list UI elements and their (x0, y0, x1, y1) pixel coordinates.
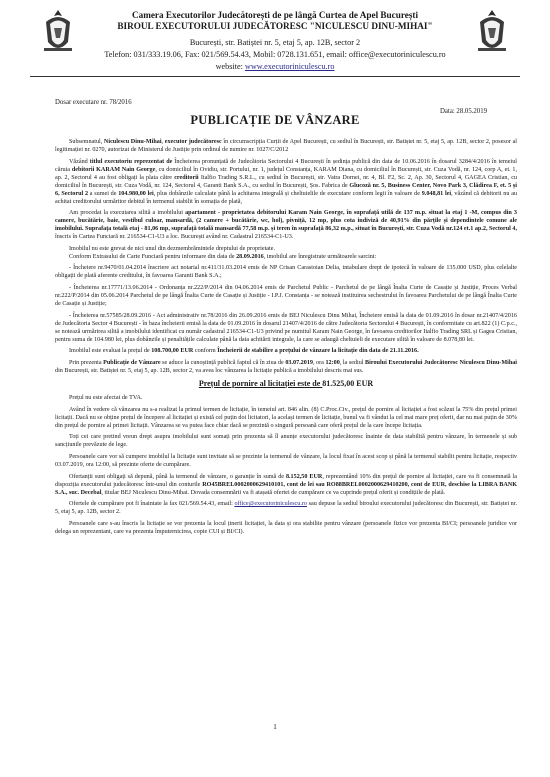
charge-item-2: - Încheierea nr.17771/13.06.2014 - Ordonanța nr.222/P/2014 din 04.06.2014 emis de Parchetul Public - Parchetul de pe lângă Înalta Curte de Casație și Justiție, Proces Verbal nr.222/P/2014 din 05.06.2014 Parchetul de pe lângă Înalta Curte de Casație și Justiție - I.P.J. Constanța - se notează instituirea sechestrului în favoarea Parchetului de pe lângă Înalta Curte de Casație și Justiție; (55, 284, 517, 307)
header-contacts: Telefon: 031/333.19.06, Fax: 021/569.54.43, Mobil: 0728.131.651, email: office@executoriniculescu.ro (104, 50, 446, 59)
paragraph-vat: Prețul nu este afectat de TVA. (69, 395, 143, 402)
header-chamber: Camera Executorilor Judecătorești de pe lângă Curtea de Apel București (131, 10, 419, 20)
paragraph-attendance: Persoanele care s-au înscris la licitație se vor prezenta la locul ținerii licitației, la data și ora stabilite pentru vânzare (persoanele fizice vor prezenta BI/CI; persoanele juridice vor delega un reprezentant, care va prezenta împuternicirea, copie CUI și BI/CI). (55, 520, 517, 535)
header-divider (30, 76, 520, 77)
header-website-line (0, 62, 550, 71)
header-address: București, str. Batiștei nr. 5, etaj 5, ap. 12B, sector 2 (189, 38, 361, 47)
paragraph-bidders: Persoanele care vor să cumpere imobilul la licitație sunt invitate să se prezinte la termenul de vânzare, la locul fixat în acest scop și până la termenul stabilit pentru licitație, respectiv 03.07.2019, ora 12:00, să prezinte oferte de cumpărare. (55, 453, 517, 468)
paragraph-valuation: Imobilul este evaluat la prețul de 108.700,00 EUR conform Încheierii de stabilire a prețului de vânzare la licitație din data de 21.11.2016. (69, 348, 419, 355)
email-link[interactable]: office@executoriniculescu.ro (234, 501, 307, 508)
paragraph-encumbrance: Imobilul nu este grevat de nici unul din dezmembrămintele dreptului de proprietate. (69, 245, 275, 252)
paragraph-offers: Ofertele de cumpărare pot fi înaintate la fax 021/569.54.43, email: office@executoriniculescu.ro sau depuse la sediul biroului executorului judecătoresc din București, str. Batiștei nr. 5, etaj 5, ap. 12B, sector 2. (55, 501, 517, 516)
paragraph-price-reduction: Având în vedere că vânzarea nu s-a realizat la primul termen de licitație, în temeiul art. 846 alin. (8) C.Proc.Civ., prețul de pornire al licitației a fost scăzut la 75% din prețul primei licitații. Dacă nu se obține prețul de începere al licitației și există cel puțin doi licitatori, la același termen de licitație, bunul va fi vândut la cel mai mare preț oferit, dar nu mai puțin de 30% din prețul de pornire al primei licitații. Vânzarea se va putea face chiar dacă se prezintă o singură persoană care oferă prețul de la care începe licitația. (55, 406, 517, 429)
website-link[interactable]: www.executoriniculescu.ro (244, 62, 335, 71)
website-label: website: (215, 62, 245, 71)
document-body (55, 138, 517, 539)
paragraph-auction-notice: Prin prezenta Publicație de Vânzare se aduce la cunoștință publică faptul că în ziua de 03.07.2019, ora 12:00, la sediul Biroului Executorului Judecătoresc Niculescu Dinu-Mihai din București, str. Batiștei nr. 5, etaj 5, ap. 12B, sector 2, va avea loc vânzarea la licitație publică a imobilului descris mai sus. (55, 359, 518, 374)
header-office-name: BIROUL EXECUTORULUI JUDECĂTORESC "NICULESCU DINU-MIHAI" (117, 21, 433, 31)
document-date: Data: 28.05.2019 (440, 108, 488, 115)
paragraph-land-registry: Conform Extrasului de Carte Funciară pentru informare din data de 28.09.2016, imobilul are înregistrate următoarele sarcini: (69, 253, 377, 260)
page-number: 1 (273, 722, 277, 731)
paragraph-property: Am procedat la executarea silită a imobilului apartament - proprietatea debitorului Karam Nain George, în suprafață utilă de 137 m.p. situat la etaj 1 -M, compus din 3 camere, bucătărie, baie, vestibul culoar, mansardă, (2 camere + bucătărie, wc, hol), pivniță, 12 mp, plus cota indiviză de 40,91% din părțile și dependintele comune ale imobilului. Suprafața totală etaj - 81,06 mp, suprafață totală mansardă 77,58 m.p. și teren în suprafață 86,32 m.p., situat în București, str. Cuza Vodă nr.124 et.1 ap.2, Sectorul 4, înscris în Cartea Funciară nr. 216534-C1-U3 a loc. București având nr. Cadastral 216534-C1-U3. (55, 210, 517, 241)
paragraph-guarantee: Ofertanții sunt obligați să depună, până la termenul de vânzare, o garanție în sumă de 8.152,50 EUR, reprezentând 10% din prețul de pornire al licitației, care va fi consemnată la dispoziția executorului judecătoresc într-unul din conturile RO45BREL0002000629410101, cont de lei sau RO88BREL0002000629410200, cont de EUR, deschise la LIBRA BANK S.A., suc. Decebal, titular BEJ Niculescu Dinu-Mihai. Dovada consemnării va fi atașată ofertei de cumpărare ce va cuprinde prețul oferit și condițiile de plată. (55, 473, 517, 496)
case-number: Dosar executare nr. 78/2016 (55, 99, 132, 106)
starting-price-heading: Prețul de pornire al licitației este de 81.525,00 EUR (198, 378, 374, 388)
paragraph-claims: Toți cei care pretind vreun drept asupra imobilului sunt somați prin prezenta să îl anunțe executorului judecătoresc înainte de data stabilită pentru vânzare, în termenele și sub sancțiunile prevăzute de lege. (55, 434, 517, 449)
paragraph-enforcement-title: Văzând titlul executoriu reprezentat de Încheierea pronunțată de Judecătoria Sectorului 4 București în ședința publică din data de 10.06.2016 în dosarul 3284/4/2016 în temeiul căruia debitorii KARAM Nain George, cu domiciliul în Ovidiu, str. Portului, nr. 1, județul Constanța, KARAM Diana, cu domiciliul în București, str. Cuza Vodă, nr. 124, corp A, et. 1, ap. 2, Sectorul 4 au fost obligați la plata către creditorii Italfio Trading S.R.L., cu sediul în București, str. Vatra Dornei, nr. 4, Bl. F2, Sc. 2, Ap. 30, Sectorul 4, GAGEA Cristian, cu domiciliul în București, str. Cuza Vodă, nr. 124, Sectorul 4, Garanti Bank S.A., cu sediul în București, Șos. Fabrica de Glucoză nr. 5, Business Center, Novo Park 3, Clădirea F, et. 5 și 6, Sectorul 2 a sumei de 104.980,00 lei, plus dobânzile calculate până la achitarea integrală și cheltuielile de executare conform legii în valoare de 9.048,81 lei, văzând că debitorii nu au achitat creditorului urmăritor debitul în termenul stabilit în somația de plată, (55, 158, 518, 205)
charge-item-1: - Încheiere nr.9470/01.04.2014 înscriere act notarial nr.411/31.03.2014 emis de NP Crisan Carastoian Delia, intabulare drept de ipotecă în valoare de 135.000 USD, plus celelalte obligații de plată aferente creditului, în favoarea Garanti Bank S.A.; (55, 265, 517, 280)
paragraph-intro: Subsemnatul, Niculescu Dinu-Mihai, executor judecătoresc în circumscripția Curții de Apel București, cu sediul în București, str. Batiștei nr. 5, etaj 5, ap. 12B, sector 2, posesor al legitimației nr. 0270, autorizat de Ministerul de Justiție prin ordinul de numire nr. 1027/C/2012 (55, 139, 517, 153)
charge-item-3: - Încheierea nr.57585/28.09.2016 - Act administrativ nr.78/2016 din 26.09.2016 emis de BEJ Niculescu Dinu Mihai, Încheiere emisă la data de 01.09.2016 în dosar nr.21407/4/2016 de Judecătoria Sector 4 București - în baza încheierii emisă la data de 01.09.2016 în dosarul 21407/4/2016 de către Judecătoria Sectorului 4 București, în conformitate cu art.822 (1) C.p.c., se notează urmărirea silită a imobilului identificat cu număr cadastral 216534-C1-U3 privind pe numitul Karam Nain George, în favoarea creditorilor Italfio Trading SRL și Gagea Cristian, pentru suma de 104.980 lei, plus dobânzile și penalitățile calculate până la data achitării integrale, la care se adaugă cheltuieli de executare silită în valoare de 8.078,80 lei. (55, 312, 517, 343)
page-title: PUBLICAȚIE DE VÂNZARE (190, 113, 360, 127)
